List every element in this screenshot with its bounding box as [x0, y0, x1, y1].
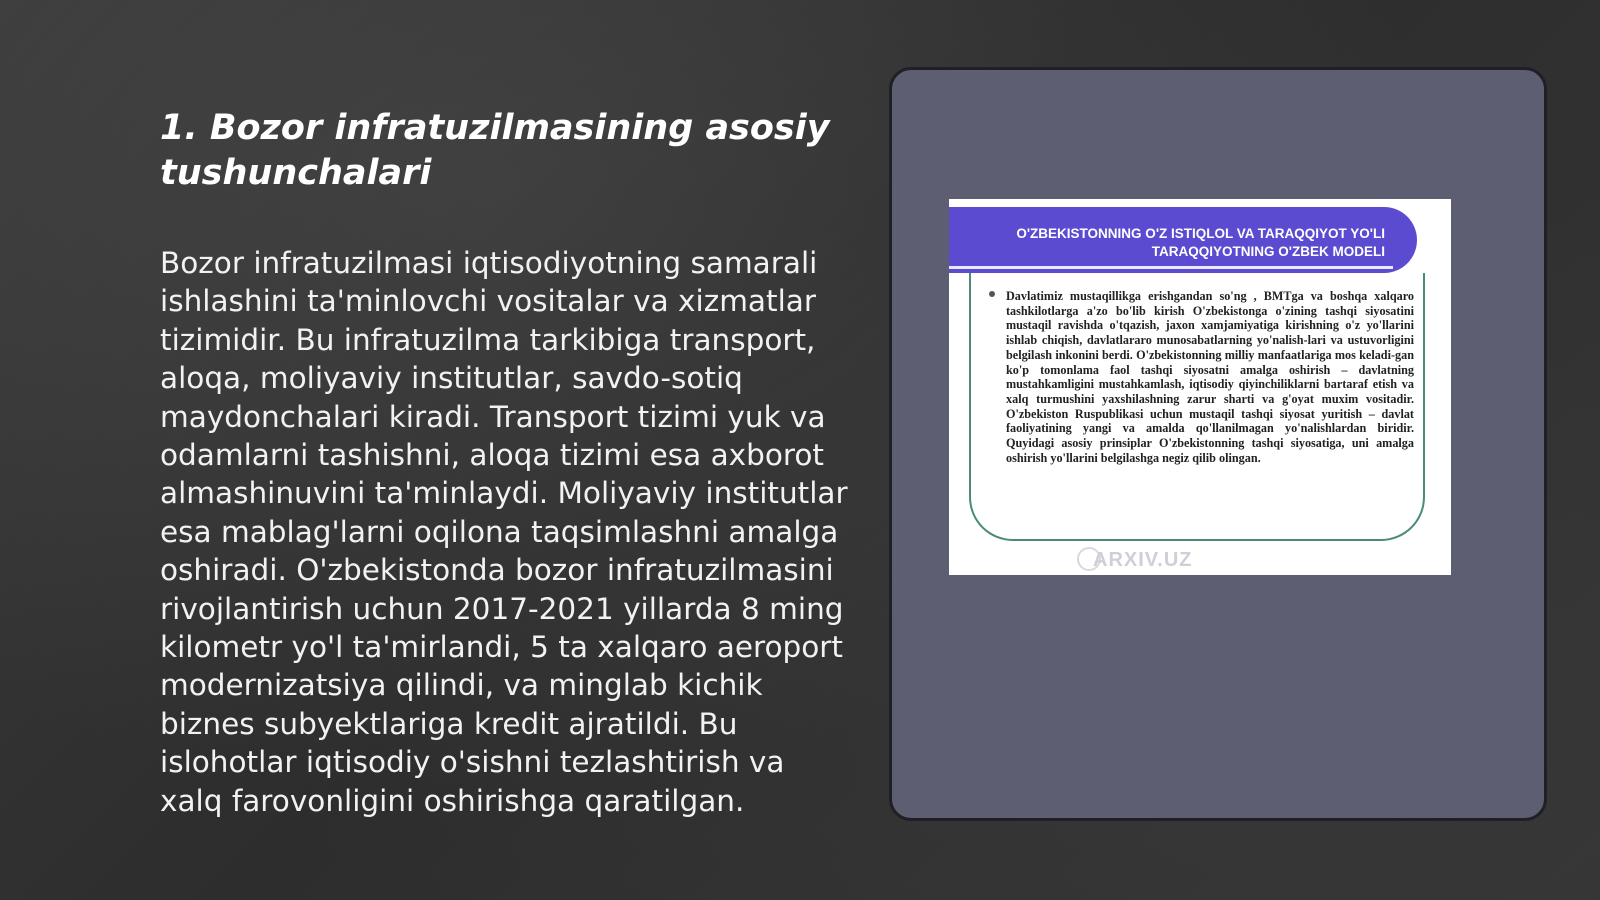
header-line-2: TARAQQIYOTNING O'ZBEK MODELI: [1151, 244, 1385, 259]
header-underline: [949, 266, 1393, 269]
watermark-text: ARXIV.UZ: [1093, 549, 1193, 571]
bullet-icon: [989, 291, 995, 297]
watermark-logo: [1077, 549, 1217, 573]
slide-body-text: Bozor infratuzilmasi iqtisodiyotning samarali ishlashini ta'minlovchi vositalar va xizmatlar tizimidir. Bu infratuzilma tarkibiga transport, aloqa, moliyaviy institutlar, savdo-sotiq maydonchalari kiradi. Transport tizimi yuk va odamlarni tashishni, aloqa tizimi esa axborot almashinuvini ta'minlaydi. Moliyaviy institutlar esa mablag'larni oqilona taqsimlashni amalga oshiradi. O'zbekistonda bozor infratuzilmasini rivojlantirish uchun 2017-2021 yillarda 8 ming kilometr yo'l ta'mirlandi, 5 ta xalqaro aeroport modernizatsiya qilindi, va minglab kichik biznes subyektlariga kredit ajratildi. Bu islohotlar iqtisodiy o'sishni tezlashtirish va xalq farovonligini oshirishga qaratilgan.: [160, 246, 848, 818]
embedded-bullet-text: Davlatimiz mustaqillikga erishgandan so'ng , BMTga va boshqa xalqaro tashkilotlarga a'zo bo'lib kirish O'zbekistonga o'zining tashqi siyosatini mustaqil ravishda o'tqazish, jaxon xamjamiyatiga kirishning o'z yo'llarini ishlab chiqish, davlatlararo munosabatlarning yo'nalish-lari va ustuvorligini belgilash inkonini berdi. O'zbekistonning milliy manfaatlariga mos keladi-gan ko'p tomonlama faol tashqi siyosatni amalga oshirish – davlatning mustahkamligini mustahkamlash, iqtisodiy qiyinchiliklarni bartaraf etish va xalq turmushini yaxshilashning zarur sharti va g'oyat muxim vositadir. O'zbekiston Ruspublikasi uchun mustaqil tashqi siyosat yuritish – davlat faoliyatining yangi va amalda qo'llanilmagan yo'nalishlardan biridir. Quyidagi asosiy prinsiplar O'zbekistonning tashqi siyosatiga, uni amalga oshirish yo'llarini belgilashga negiz qilib olingan.: [1006, 289, 1414, 465]
embedded-slide-image: [949, 199, 1451, 575]
embedded-slide-header: [949, 207, 1417, 273]
embedded-slide-header-text: [959, 225, 1385, 261]
header-line-1: O'ZBEKISTONNING O'Z ISTIQLOL VA TARAQQIYOT YO'LI: [1016, 226, 1385, 241]
slide-title: 1. Bozor infratuzilmasining asosiy tushunchalari: [160, 108, 830, 193]
